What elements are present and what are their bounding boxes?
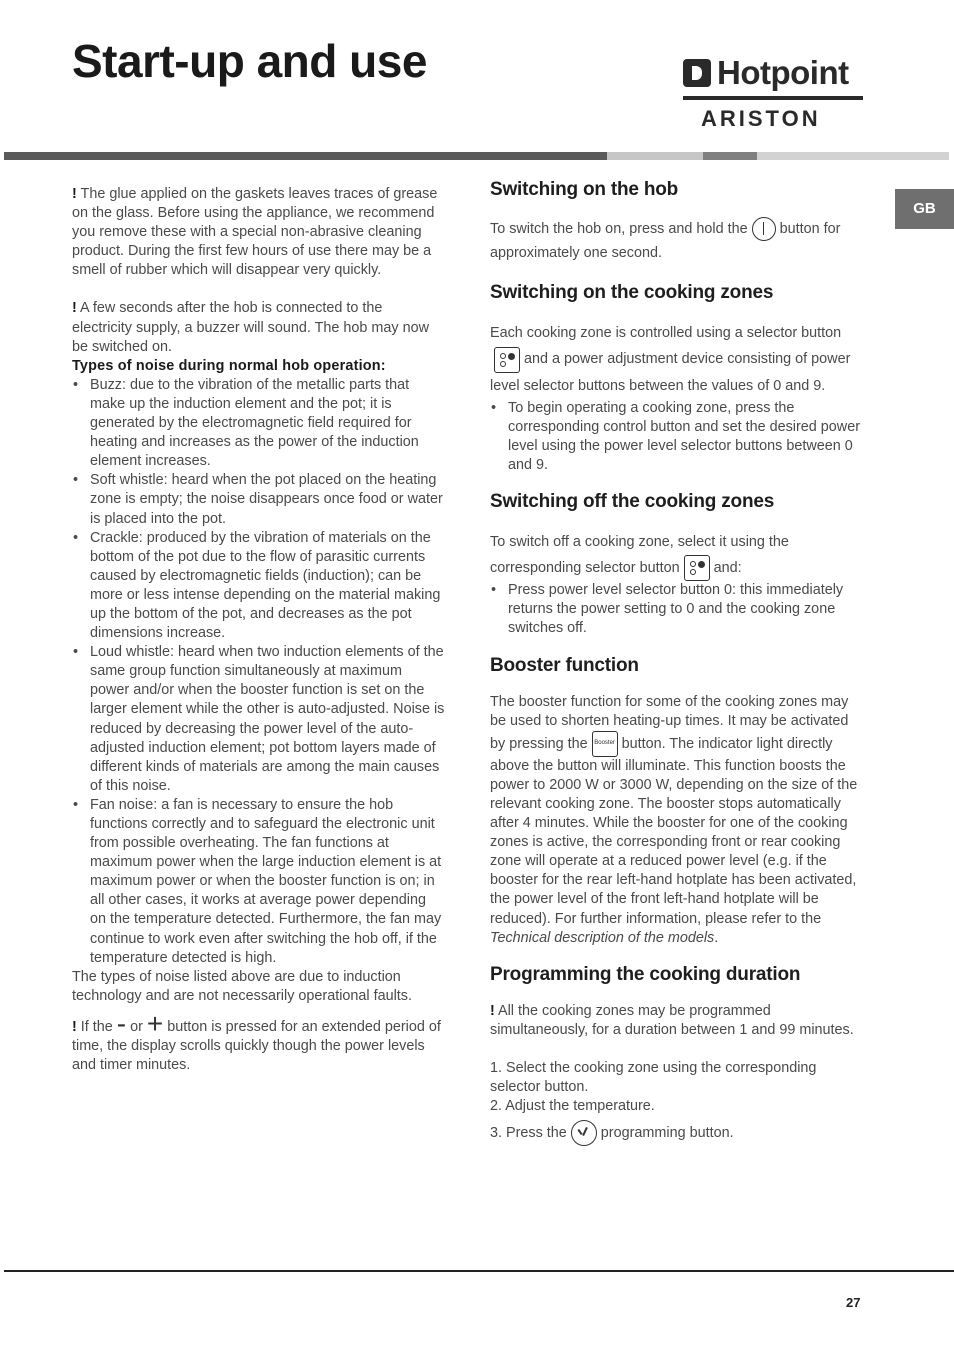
noise-note: The types of noise listed above are due to induction technology and are not necessarily operational faults. (72, 968, 412, 1004)
step-1: 1. Select the cooking zone using the corresponding selector button. (490, 1060, 817, 1096)
footer-divider (4, 1270, 954, 1272)
list-item: • Soft whistle: heard when the pot placed on the heating zone is empty; the noise disappears once food or water is placed into the pot. (72, 471, 445, 528)
gasket-warning: ! The glue applied on the gaskets leaves traces of grease on the glass. Before using the appliance, we recommend you remove these with a special non-abrasive cleaning product. During the first few hours of use there may be a smell of rubber which will disappear very quickly. (72, 186, 438, 279)
list-item: • Crackle: produced by the vibration of materials on the bottom of the pot due to the flow of parasitic currents caused by electromagnetic fields (induction); can be more or less intense depending on the material making up the bottom of the pot, and decreases as the pot dimensions increase. (72, 529, 445, 644)
step-3: 3. Press the programming button. (490, 1120, 865, 1146)
programming-text: ! All the cooking zones may be programmed simultaneously, for a duration between 1 and 99 minutes. (490, 1002, 854, 1038)
heading-booster: Booster function (490, 654, 639, 676)
noise-list (72, 376, 445, 968)
header-bar-light-2 (757, 152, 949, 160)
selector-icon (684, 555, 710, 581)
page-title: Start-up and use (72, 35, 427, 87)
logo-divider (683, 96, 863, 100)
zones-text: Each cooking zone is controlled using a selector button and a power adjustment device consisting of power level selector buttons between the values of 0 and 9. (490, 325, 851, 394)
header-bar-mid (703, 152, 757, 160)
heading-switching-on-zones: Switching on the cooking zones (490, 282, 774, 304)
switch-off-text: To switch off a cooking zone, select it using the corresponding selector button and: (490, 529, 865, 581)
selector-icon (494, 347, 520, 373)
buzzer-warning: ! A few seconds after the hob is connected to the electricity supply, a buzzer will sound. The hob may now be switched on. (72, 300, 430, 355)
heading-switching-on-hob: Switching on the hob (490, 179, 679, 200)
logo-sub: ARISTON (701, 106, 821, 131)
timer-icon (571, 1120, 597, 1146)
reference-link-text: Technical description of the models (490, 929, 715, 946)
step-2: 2. Adjust the temperature. (490, 1098, 655, 1115)
scroll-warning: ! If the - or + button is pressed for an extended period of time, the display scrolls quickly though the power levels and timer minutes. (72, 1007, 441, 1074)
list-item: • Loud whistle: heard when two induction elements of the same group function simultaneously at maximum power and/or when the booster function is set on the larger element while the other is auto-adjusted. Noise is reduced by decreasing the power level of the auto-adjusted induction element; pot bottom layers made of different kinds of materials are among the main causes of this noise. (72, 643, 445, 796)
list-item: • Press power level selector button 0: this immediately returns the power setting to 0 and the cooking zone switches off. (490, 581, 865, 638)
power-icon (752, 217, 776, 241)
warning-mark: ! (72, 186, 77, 202)
logo-mark-icon (683, 59, 711, 87)
heading-programming: Programming the cooking duration (490, 963, 801, 985)
header-bar-light (607, 152, 703, 160)
logo-brand: Hotpoint (717, 54, 849, 91)
booster-icon: Booster (592, 731, 618, 757)
list-item: • Fan noise: a fan is necessary to ensure the hob functions correctly and to safeguard the electronic unit from possible overheating. The fan functions at maximum power when the large induction element is at maximum power or when the booster function is on; in all other cases, it works at average power depending on the temperature detected. Furthermore, the fan may continue to work even after switching the hob off, if the temperature detected is high. (72, 796, 445, 968)
list-item: • Buzz: due to the vibration of the metallic parts that make up the induction element and the pot; it is generated by the electromagnetic field required for heating and increases as the power of the induction element increases. (72, 376, 445, 471)
warning-mark: ! (72, 1018, 77, 1035)
switch-off-list (490, 581, 865, 638)
heading-switching-off-zones: Switching off the cooking zones (490, 490, 775, 512)
switch-on-text: To switch the hob on, press and hold the button for approximately one second. (490, 217, 865, 265)
header-bar-dark (4, 152, 607, 160)
booster-text: The booster function for some of the cooking zones may be used to shorten heating-up times. It may be activated by pressing the Booster button. The indicator light directly above the button will illuminate. This function boosts the power to 2000 W or 3000 W, depending on the size of the relevant cooking zone. The booster stops automatically after 4 minutes. While the booster for one of the cooking zones is active, the corresponding front or rear cooking zone will operate at a reduced power level (e.g. if the booster for the rear left-hand hotplate has been activated, the power level of the front left-hand hotplate will be reduced). For further information, please refer to the Technical description of the models. (490, 693, 858, 946)
zones-list (490, 399, 865, 475)
list-item: • To begin operating a cooking zone, press the corresponding control button and set the desired power level using the power level selector buttons between 0 and 9. (490, 399, 865, 475)
brand-logo (683, 56, 865, 134)
right-column (490, 180, 865, 1146)
warning-mark: ! (490, 1002, 495, 1019)
language-tab: GB (895, 189, 954, 229)
page-number: 27 (846, 1295, 861, 1310)
noise-heading: Types of noise during normal hob operation: (72, 357, 386, 374)
minus-icon: - (116, 1007, 127, 1039)
plus-icon: + (146, 1007, 164, 1039)
warning-mark: ! (72, 300, 77, 317)
left-column (72, 185, 445, 1075)
